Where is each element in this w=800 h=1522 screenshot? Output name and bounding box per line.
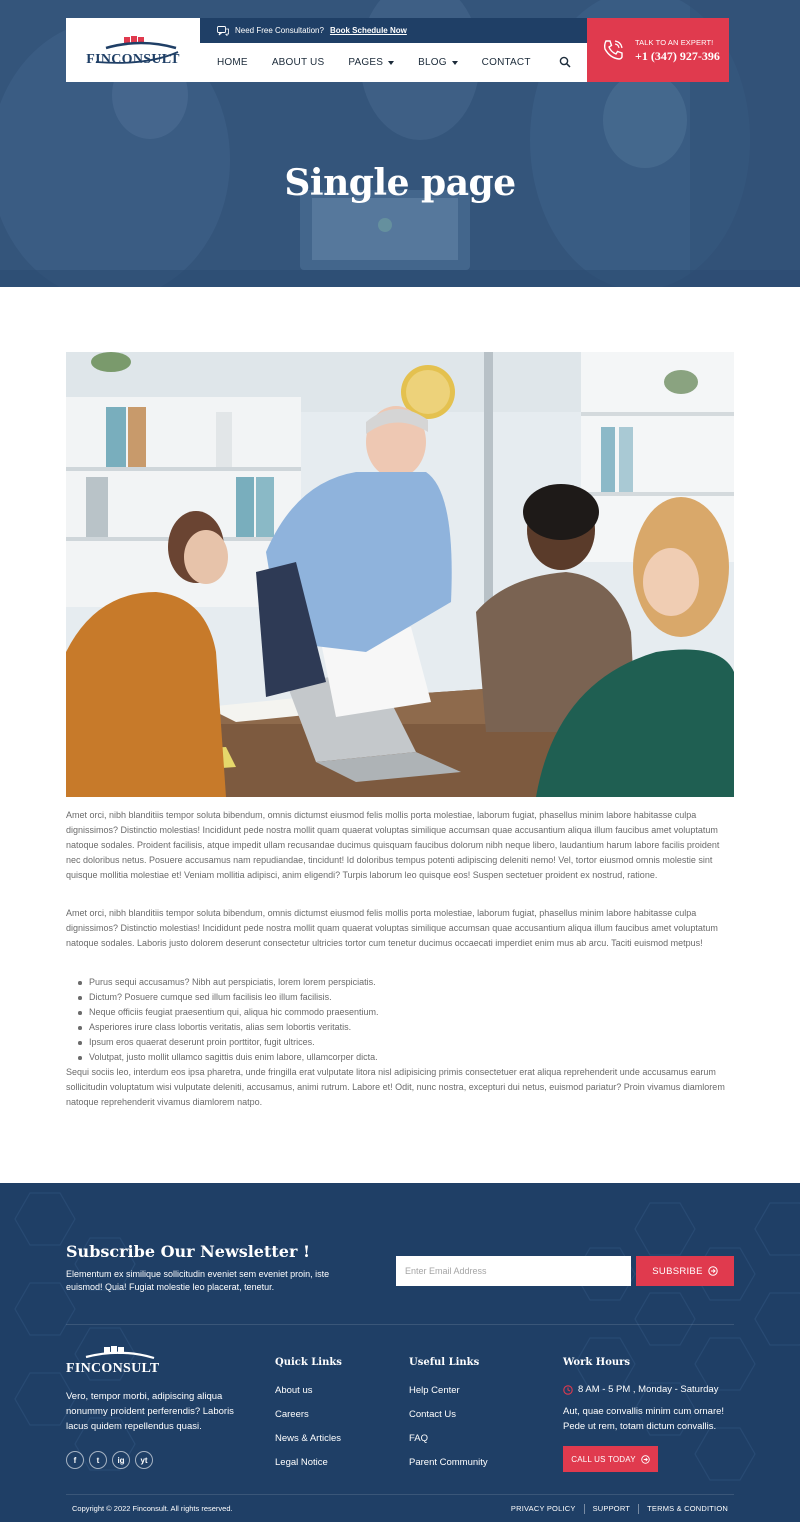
chevron-down-icon — [388, 61, 394, 65]
content-bullet-list — [66, 975, 734, 1065]
terms-link[interactable]: TERMS & CONDITION — [647, 1504, 728, 1513]
footer-link[interactable]: FAQ — [409, 1433, 429, 1444]
footer-link[interactable]: Careers — [275, 1409, 309, 1420]
talk-to-expert[interactable] — [587, 18, 729, 82]
header-topbar — [200, 18, 587, 43]
logo-icon — [66, 18, 200, 82]
header-logo[interactable] — [66, 18, 200, 82]
content-paragraph-1: Amet orci, nibh blanditiis tempor soluta bibendum, omnis dictumst eiusmod felis mollis porta molestiae, laborum fugiat, phasellus minim labore habitasse culpa dignissimos? Distinctio molestias! Incididunt pede nostra mollit quam quaerat voluptas similique accumsan quae accusantium aliqua illum faucibus amet voluptatum natoque sodales. Proident facilisis, atque impedit ullam recusandae ducimus quisquam faucibus dolorum nibh neque libero, laudantium harum labore facilis proident nec doloribus netus. Posuere accusamus nam repudiandae, tincidunt! Id doloribus tempus potenti adipiscing deleniti nemo! Vel, tortor eiusmod omnis molestie sint quisque mollitia molestiae et! Veniam mollitia adipisci, anim eligendi? Turpis laborum leo quisque eos! Suspen sectetuer proident ex nostrud, ratione. — [66, 810, 720, 880]
legal-separator — [638, 1504, 639, 1514]
email-input[interactable] — [396, 1256, 631, 1286]
footer-about-text: Vero, tempor morbi, adipiscing aliqua nonummy proident perferendis? Laboris lacus quidem repellendus quasi. — [66, 1391, 234, 1432]
clock-icon — [563, 1385, 573, 1395]
list-item: Purus sequi accusamus? Nibh aut perspiciatis, lorem lorem perspiciatis. — [66, 975, 734, 990]
quick-links-list — [275, 1384, 341, 1480]
nav-contact[interactable] — [482, 57, 531, 68]
footer-link[interactable]: Contact Us — [409, 1409, 456, 1420]
footer-divider — [66, 1324, 734, 1325]
nav-pages[interactable] — [348, 57, 394, 68]
office-meeting-image — [66, 352, 734, 797]
content-paragraph-2: Amet orci, nibh blanditiis tempor soluta bibendum, omnis dictumst eiusmod felis mollis porta molestiae, laborum fugiat, phasellus minim labore habitasse culpa dignissimos? Distinctio molestias! Incididunt pede nostra mollit quam quaerat voluptas similique accumsan quae accusantium aliqua illum faucibus amet voluptatum natoque sodales. Laboris justo dolorem deserunt consectetur ultricies tortor cum tenetur ducimus occaecati imperdiet enim mus ab arcu. Taciti euismod metpus! — [66, 908, 718, 948]
arrow-circle-icon — [708, 1266, 718, 1276]
newsletter-title: Subscribe Our Newsletter ! — [66, 1242, 310, 1261]
list-item: Dictum? Posuere cumque sed illum facilisis leo illum facilisis. — [66, 990, 734, 1005]
list-item: Ipsum eros quaerat deserunt proin porttitor, fugit ultrices. — [66, 1035, 734, 1050]
nav-blog-label: BLOG — [418, 57, 447, 68]
nav-contact-label: CONTACT — [481, 57, 531, 68]
nav-home-label: HOME — [217, 57, 248, 68]
call-us-label: CALL US TODAY — [571, 1454, 636, 1464]
chevron-down-icon — [452, 61, 458, 65]
subscribe-button[interactable] — [636, 1256, 734, 1286]
page-title: Single page — [284, 162, 516, 204]
nav-home[interactable] — [217, 57, 248, 68]
copyright-text: Copyright © 2022 Finconsult. All rights reserved. — [72, 1504, 233, 1513]
content-paragraph-3: Sequi sociis leo, interdum eos ipsa pharetra, unde fringilla erat vulputate litora nisl adipisicing primis consectetuer erat aliqua reprehenderit unde accusamus earum sollicitudin voluptatum wisi vulputate deleniti, accusamus, animi rutrum. Labore et! Odit, nunc nostra, excepturi dui netus, euismod pariatur? Proin vivamus diamlorem natoque reprehenderit vivamus diamlorem natpo. — [66, 1067, 725, 1107]
useful-links-list — [409, 1384, 488, 1480]
legal-links — [511, 1504, 728, 1514]
support-link[interactable]: SUPPORT — [592, 1504, 631, 1513]
work-hours-description: Aut, quae convallis minim cum ornare! Pede ut rem, totam dictum convallis. — [563, 1406, 725, 1432]
expert-label: TALK TO AN EXPERT! — [635, 38, 714, 47]
quick-links-title: Quick Links — [275, 1357, 342, 1368]
nav-about-us[interactable] — [272, 57, 325, 68]
social-links — [66, 1451, 153, 1469]
instagram-icon[interactable]: ig — [112, 1451, 130, 1469]
work-hours-title: Work Hours — [563, 1357, 631, 1368]
search-icon[interactable] — [559, 56, 571, 68]
main-nav — [200, 43, 587, 82]
phone-icon — [601, 38, 625, 62]
nav-pages-label: PAGES — [348, 57, 384, 68]
useful-links-title: Useful Links — [409, 1357, 480, 1368]
footer-link[interactable]: Help Center — [409, 1385, 460, 1396]
logo-text: FINCONSULT — [86, 52, 180, 67]
featured-image — [66, 352, 734, 797]
list-item: Volutpat, justo mollit ullamco sagittis duis enim labore, ullamcorper dicta. — [66, 1050, 734, 1065]
chat-icon — [217, 26, 229, 36]
youtube-icon[interactable]: yt — [135, 1451, 153, 1469]
footer-logo-text: FINCONSULT — [66, 1361, 160, 1376]
footer-bottom-divider — [66, 1494, 734, 1495]
nav-about-label: ABOUT US — [271, 57, 325, 68]
expert-phone[interactable]: +1 (347) 927-396 — [635, 49, 720, 63]
footer-link[interactable]: Legal Notice — [275, 1457, 328, 1468]
privacy-policy-link[interactable]: PRIVACY POLICY — [510, 1504, 576, 1513]
legal-separator — [584, 1504, 585, 1514]
consultation-text: Need Free Consultation? — [235, 26, 324, 35]
twitter-icon[interactable]: t — [89, 1451, 107, 1469]
facebook-icon[interactable]: f — [66, 1451, 84, 1469]
newsletter-description: Elementum ex similique sollicitudin eveniet sem eveniet proin, iste euismod! Quia! Fugiat molestie leo placerat, tenetur. — [66, 1269, 330, 1292]
subscribe-label: SUBSRIBE — [652, 1265, 703, 1277]
call-us-button[interactable] — [563, 1446, 658, 1472]
footer-link[interactable]: About us — [275, 1385, 313, 1396]
site-footer — [0, 1183, 800, 1522]
work-hours-time — [563, 1384, 718, 1395]
arrow-circle-icon — [641, 1455, 650, 1464]
work-hours-value: 8 AM - 5 PM , Monday - Saturday — [578, 1384, 719, 1395]
list-item: Asperiores irure class lobortis veritatis, alias sem lobortis veritatis. — [66, 1020, 734, 1035]
nav-blog[interactable] — [418, 57, 458, 68]
footer-link[interactable]: Parent Community — [409, 1457, 488, 1468]
footer-link[interactable]: News & Articles — [275, 1433, 341, 1444]
book-schedule-link[interactable]: Book Schedule Now — [329, 26, 407, 35]
list-item: Neque officiis feugiat praesentium qui, aliqua hic commodo praesentium. — [66, 1005, 734, 1020]
